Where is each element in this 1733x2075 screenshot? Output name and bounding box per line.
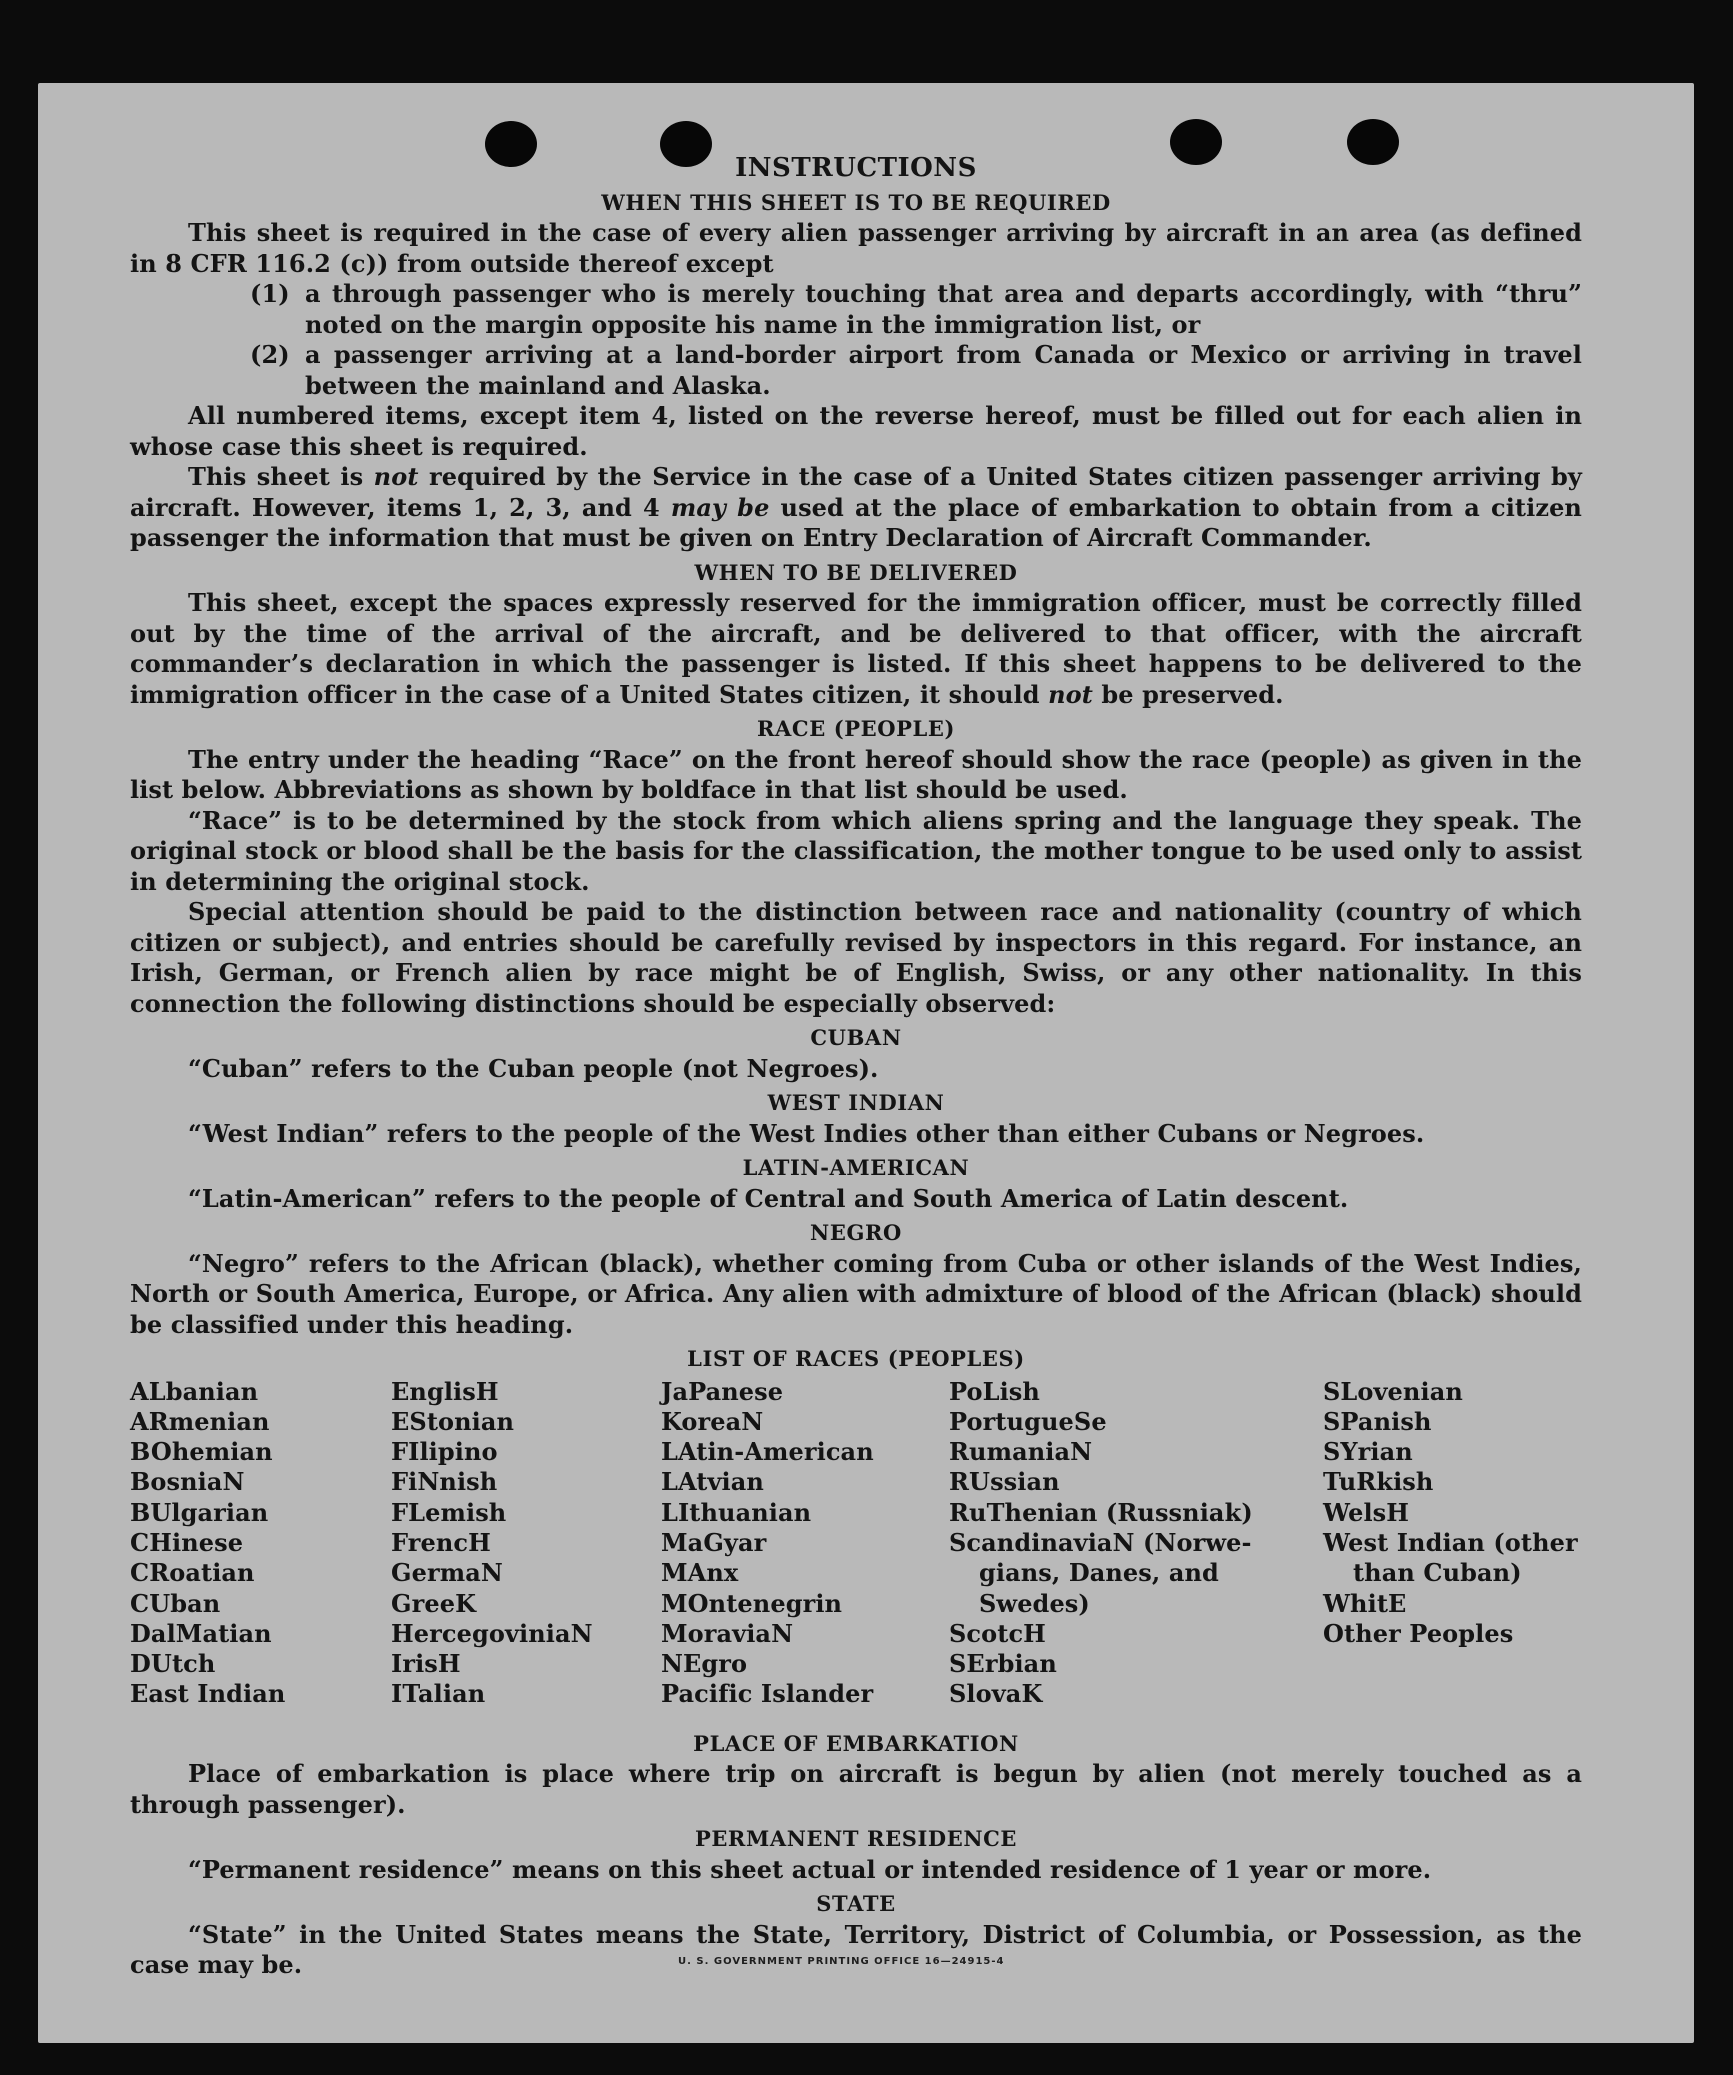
heading-state: STATE xyxy=(816,1891,896,1916)
race-entry: LIthuanian xyxy=(661,1497,812,1527)
race-entry: EnglisH xyxy=(391,1376,499,1406)
race-entry: ScandinaviaN (Norwe- xyxy=(949,1527,1252,1557)
paragraph: “Latin-American” refers to the people of Central and South America of Latin descent. xyxy=(188,1183,1349,1213)
paragraph: This sheet is required in the case of every alien passenger arriving by aircraft in an area (as defined in 8 CFR 116.2 (c)) from outside thereof except xyxy=(130,218,1582,278)
paragraph: Place of embarkation is place where trip on aircraft is begun by alien (not merely touched as a through passenger). xyxy=(130,1759,1582,1819)
race-entry: Swedes) xyxy=(979,1588,1090,1618)
paragraph xyxy=(130,588,1582,710)
race-entry: CHinese xyxy=(130,1527,244,1557)
race-entry: SlovaK xyxy=(949,1679,1043,1709)
italic-run: not xyxy=(1048,679,1093,709)
race-entry: BOhemian xyxy=(130,1437,273,1467)
race-entry: DUtch xyxy=(130,1649,216,1679)
race-entry: FiNnish xyxy=(391,1467,498,1497)
list-item xyxy=(250,279,1582,340)
race-entry: GreeK xyxy=(391,1588,477,1618)
paragraph: “Race” is to be determined by the stock from which aliens spring and the language they speak. The original stock or blood shall be the basis for the classification, the mother tongue to be used only to assist in determining the original stock. xyxy=(130,805,1582,896)
race-entry: JaPanese xyxy=(661,1376,784,1406)
paragraph: The entry under the heading “Race” on the front hereof should show the race (people) as given in the list below. Abbreviations as shown by boldface in that list should be used. xyxy=(130,744,1582,804)
paragraph xyxy=(130,462,1582,554)
race-entry: WhitE xyxy=(1323,1588,1407,1618)
race-entry: WelsH xyxy=(1323,1497,1410,1527)
heading-list-of-races: LIST OF RACES (PEOPLES) xyxy=(687,1346,1025,1371)
race-entry: PortugueSe xyxy=(949,1406,1107,1436)
page-title: INSTRUCTIONS xyxy=(735,153,977,183)
race-entry: MOntenegrin xyxy=(661,1588,843,1618)
race-entry: SLovenian xyxy=(1323,1376,1463,1406)
heading-delivered: WHEN TO BE DELIVERED xyxy=(694,559,1018,585)
race-entry: KoreaN xyxy=(661,1406,764,1436)
race-entry: RuThenian (Russniak) xyxy=(949,1497,1253,1527)
text-run: This sheet, except the spaces expressly reserved for the immigration officer, must be correctly filled out by the time of the arrival of the aircraft, and be delivered to that officer, with the aircraft commander’s declaration in which the passenger is listed. If this sheet happens to be delivered to the immigration officer in the case of a United States citizen, it should xyxy=(130,588,1582,709)
instructions-content xyxy=(130,153,1582,1981)
heading-negro: NEGRO xyxy=(810,1220,902,1245)
race-entry: FLemish xyxy=(391,1497,507,1527)
paragraph: “Negro” refers to the African (black), whether coming from Cuba or other islands of the West Indies, North or South America, Europe, or Africa. Any alien with admixture of blood of the African (black) should be classified under this heading. xyxy=(130,1248,1582,1339)
race-entry: FrencH xyxy=(391,1527,491,1557)
heading-embarkation: PLACE OF EMBARKATION xyxy=(693,1730,1019,1756)
race-column xyxy=(130,1377,285,1710)
italic-run: may be xyxy=(670,492,770,522)
race-entry: MaGyar xyxy=(661,1527,767,1557)
paragraph: All numbered items, except item 4, listed on the reverse hereof, must be filled out for each alien in whose case this sheet is required. xyxy=(130,401,1582,461)
text-run: used at the place of embarkation to obtain from a citizen passenger the information that must be given on Entry Declaration of Aircraft Commander. xyxy=(130,492,1582,552)
italic-run: not xyxy=(373,462,419,491)
printing-office-note: U. S. GOVERNMENT PRINTING OFFICE 16—24915-4 xyxy=(678,1956,1005,1967)
race-entry: ALbanian xyxy=(130,1376,259,1406)
race-entry: LAtin-American xyxy=(661,1437,874,1467)
race-entry: IrisH xyxy=(391,1649,461,1679)
race-column xyxy=(391,1377,593,1710)
race-entry: MAnx xyxy=(661,1558,739,1588)
paragraph: “Permanent residence” means on this sheet actual or intended residence of 1 year or more. xyxy=(188,1854,1432,1884)
race-entry: GermaN xyxy=(391,1558,503,1588)
race-entry: FIlipino xyxy=(391,1437,498,1467)
heading-residence: PERMANENT RESIDENCE xyxy=(694,1826,1018,1851)
race-entry: BosniaN xyxy=(130,1467,245,1497)
paragraph: “Cuban” refers to the Cuban people (not Negroes). xyxy=(188,1053,879,1083)
heading-cuban: CUBAN xyxy=(810,1025,902,1050)
race-entry: Other Peoples xyxy=(1323,1618,1514,1648)
race-entry: ITalian xyxy=(391,1679,486,1709)
paragraph: “West Indian” refers to the people of the West Indies other than either Cubans or Negroes. xyxy=(188,1118,1425,1148)
race-entry: RUssian xyxy=(949,1467,1060,1497)
race-entry: DalMatian xyxy=(130,1618,272,1648)
heading-latin-american: LATIN-AMERICAN xyxy=(742,1155,970,1180)
race-entry: West Indian (other xyxy=(1323,1527,1578,1557)
item-text: a through passenger who is merely touching that area and departs accordingly, with “thru” noted on the margin opposite his name in the immigration list, or xyxy=(305,279,1582,339)
race-entry: SPanish xyxy=(1323,1406,1432,1436)
race-list xyxy=(130,1377,1582,1725)
item-number: (1) xyxy=(250,279,290,308)
race-entry: CUban xyxy=(130,1588,221,1618)
list-item xyxy=(250,340,1582,401)
race-entry: Pacific Islander xyxy=(661,1679,874,1709)
race-column xyxy=(949,1377,1253,1710)
heading-west-indian: WEST INDIAN xyxy=(767,1090,945,1115)
paragraph: Special attention should be paid to the distinction between race and nationality (country of which citizen or subject), and entries should be carefully revised by inspectors in this regard. For instance, an Irish, German, or French alien by race might be of English, Swiss, or any other nationality. In this connection the following distinctions should be especially observed: xyxy=(130,897,1582,1018)
race-entry: LAtvian xyxy=(661,1467,764,1497)
race-entry: PoLish xyxy=(949,1376,1040,1406)
race-entry: than Cuban) xyxy=(1353,1558,1522,1588)
race-column xyxy=(661,1377,874,1710)
text-run: This sheet is xyxy=(188,462,374,491)
race-entry: HercegoviniaN xyxy=(391,1618,593,1648)
race-entry: ScotcH xyxy=(949,1618,1046,1648)
race-entry: RumaniaN xyxy=(949,1437,1093,1467)
heading-required: WHEN THIS SHEET IS TO BE REQUIRED xyxy=(601,189,1111,215)
race-entry: CRoatian xyxy=(130,1558,255,1588)
race-entry: NEgro xyxy=(661,1649,748,1679)
item-number: (2) xyxy=(250,340,290,369)
race-entry: gians, Danes, and xyxy=(979,1558,1219,1588)
document-sheet xyxy=(38,83,1694,2043)
heading-race: RACE (PEOPLE) xyxy=(756,716,956,741)
race-entry: TuRkish xyxy=(1323,1467,1434,1497)
text-run: be preserved. xyxy=(1092,679,1284,709)
race-entry: EStonian xyxy=(391,1406,515,1436)
race-column xyxy=(1323,1377,1578,1650)
race-entry: SErbian xyxy=(949,1649,1057,1679)
race-entry: MoraviaN xyxy=(661,1618,794,1648)
race-entry: East Indian xyxy=(130,1679,286,1709)
race-entry: BUlgarian xyxy=(130,1497,269,1527)
race-entry: ARmenian xyxy=(130,1406,270,1436)
race-entry: SYrian xyxy=(1323,1437,1413,1467)
text-run: required by the Service in the case of a United States citizen passenger arriving by aircraft. However, items 1, 2, 3, and 4 xyxy=(130,462,1582,522)
item-text: a passenger arriving at a land-border airport from Canada or Mexico or arriving in travel between the mainland and Alaska. xyxy=(305,340,1582,400)
paragraph: “State” in the United States means the State, Territory, District of Columbia, or Possession, as the case may be. xyxy=(130,1919,1582,1979)
